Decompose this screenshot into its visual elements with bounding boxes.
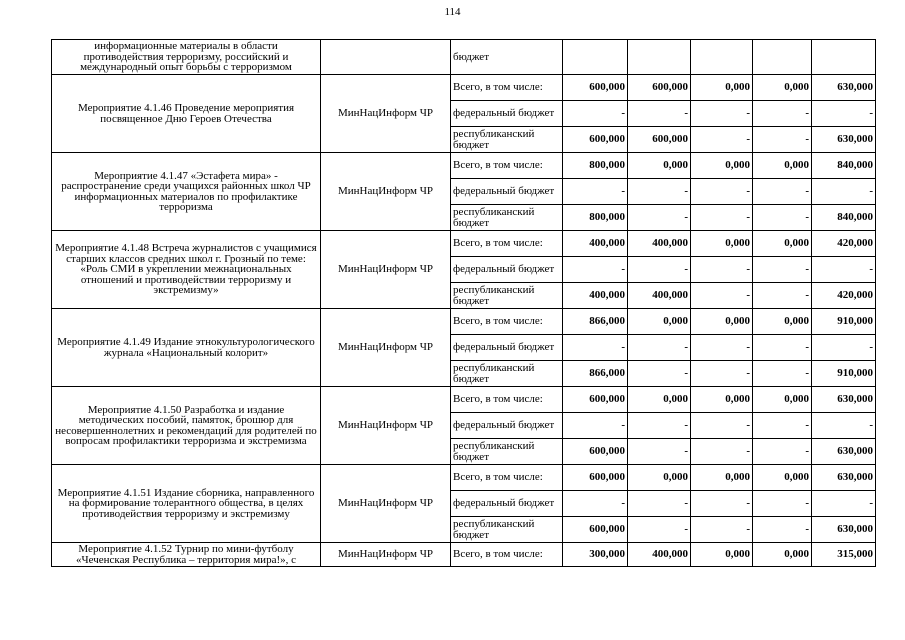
funding-source-cell: федеральный бюджет [451, 491, 563, 517]
executor-cell: МинНацИнформ ЧР [321, 75, 451, 153]
amount-cell: 630,000 [812, 465, 876, 491]
funding-source-cell: федеральный бюджет [451, 257, 563, 283]
amount-cell: - [691, 491, 753, 517]
funding-source-cell: федеральный бюджет [451, 335, 563, 361]
amount-cell: 600,000 [563, 387, 628, 413]
amount-cell: - [812, 413, 876, 439]
amount-cell: 0,000 [691, 231, 753, 257]
amount-cell: - [691, 283, 753, 309]
amount-cell: - [691, 179, 753, 205]
amount-cell: - [563, 257, 628, 283]
event-cell: Мероприятие 4.1.51 Издание сборника, направленного на формирование толерантного общества, в целях противодействия терроризму и экстремизму [52, 465, 321, 543]
page-number: 114 [444, 6, 461, 18]
table-row [52, 387, 876, 413]
event-cell: Мероприятие 4.1.48 Встреча журналистов с учащимися старших классов средних школ г. Грозный по теме: «Роль СМИ в укреплении межнациональных отношений и противодействии терроризму и экстремизму» [52, 231, 321, 309]
executor-cell: МинНацИнформ ЧР [321, 153, 451, 231]
amount-cell: 0,000 [691, 465, 753, 491]
amount-cell: 0,000 [628, 465, 691, 491]
table-row [52, 40, 876, 75]
amount-cell: - [753, 179, 812, 205]
amount-cell: 630,000 [812, 439, 876, 465]
amount-cell: - [753, 205, 812, 231]
amount-cell: 840,000 [812, 205, 876, 231]
amount-cell: - [563, 491, 628, 517]
amount-cell: - [563, 179, 628, 205]
amount-cell: - [563, 413, 628, 439]
amount-cell: 840,000 [812, 153, 876, 179]
amount-cell: 600,000 [563, 439, 628, 465]
amount-cell: 600,000 [563, 517, 628, 543]
funding-source-cell: федеральный бюджет [451, 179, 563, 205]
amount-cell: - [691, 413, 753, 439]
amount-cell: 600,000 [628, 127, 691, 153]
amount-cell: 0,000 [753, 543, 812, 567]
amount-cell: - [753, 439, 812, 465]
amount-cell: - [812, 491, 876, 517]
amount-cell: - [812, 257, 876, 283]
event-cell: Мероприятие 4.1.49 Издание этнокультурологического журнала «Национальный колорит» [52, 309, 321, 387]
budget-table [51, 39, 876, 567]
funding-source-cell: республиканский бюджет [451, 439, 563, 465]
amount-cell: 400,000 [563, 283, 628, 309]
executor-cell: МинНацИнформ ЧР [321, 387, 451, 465]
amount-cell: 400,000 [628, 283, 691, 309]
amount-cell: 400,000 [563, 231, 628, 257]
amount-cell: 0,000 [628, 387, 691, 413]
amount-cell: 910,000 [812, 309, 876, 335]
amount-cell: 0,000 [691, 75, 753, 101]
amount-cell [812, 40, 876, 75]
amount-cell: - [812, 335, 876, 361]
amount-cell: - [691, 517, 753, 543]
amount-cell: - [563, 335, 628, 361]
amount-cell: 0,000 [691, 387, 753, 413]
event-cell: Мероприятие 4.1.46 Проведение мероприятия посвященное Дню Героев Отечества [52, 75, 321, 153]
amount-cell [753, 40, 812, 75]
event-cell: Мероприятие 4.1.52 Турнир по мини-футболу «Чеченская Республика – территория мира!», с [52, 543, 321, 567]
amount-cell: - [753, 361, 812, 387]
amount-cell: 866,000 [563, 309, 628, 335]
amount-cell: 420,000 [812, 231, 876, 257]
amount-cell [563, 40, 628, 75]
amount-cell: 600,000 [563, 127, 628, 153]
amount-cell: - [753, 517, 812, 543]
amount-cell: 600,000 [563, 75, 628, 101]
amount-cell: - [691, 205, 753, 231]
amount-cell: - [753, 335, 812, 361]
executor-cell: МинНацИнформ ЧР [321, 231, 451, 309]
amount-cell: 0,000 [753, 231, 812, 257]
amount-cell: 315,000 [812, 543, 876, 567]
amount-cell: 0,000 [753, 75, 812, 101]
event-cell: Мероприятие 4.1.47 «Эстафета мира» - распространение среди учащихся районных школ ЧР информационных материалов по профилактике терроризма [52, 153, 321, 231]
amount-cell: 0,000 [628, 309, 691, 335]
funding-source-cell: бюджет [451, 40, 563, 75]
amount-cell: 400,000 [628, 543, 691, 567]
event-cell: информационные материалы в области противодействия терроризму, российский и международный опыт борьбы с терроризмом [52, 40, 321, 75]
funding-source-cell: республиканский бюджет [451, 283, 563, 309]
amount-cell: 0,000 [753, 465, 812, 491]
amount-cell: - [753, 283, 812, 309]
funding-source-cell: Всего, в том числе: [451, 75, 563, 101]
funding-source-cell: республиканский бюджет [451, 205, 563, 231]
table-row [52, 465, 876, 491]
funding-source-cell: республиканский бюджет [451, 517, 563, 543]
funding-source-cell: Всего, в том числе: [451, 153, 563, 179]
funding-source-cell: республиканский бюджет [451, 361, 563, 387]
amount-cell: - [628, 179, 691, 205]
amount-cell: 800,000 [563, 153, 628, 179]
amount-cell: 600,000 [563, 465, 628, 491]
amount-cell [691, 40, 753, 75]
amount-cell: - [753, 101, 812, 127]
amount-cell: - [691, 335, 753, 361]
amount-cell: 600,000 [628, 75, 691, 101]
amount-cell: 910,000 [812, 361, 876, 387]
amount-cell: - [628, 361, 691, 387]
amount-cell: 630,000 [812, 75, 876, 101]
amount-cell: - [691, 439, 753, 465]
amount-cell: - [628, 335, 691, 361]
amount-cell: - [628, 205, 691, 231]
funding-source-cell: Всего, в том числе: [451, 387, 563, 413]
amount-cell: - [628, 439, 691, 465]
funding-source-cell: Всего, в том числе: [451, 309, 563, 335]
amount-cell: 630,000 [812, 517, 876, 543]
amount-cell: - [753, 127, 812, 153]
amount-cell: - [691, 361, 753, 387]
amount-cell: 0,000 [628, 153, 691, 179]
funding-source-cell: федеральный бюджет [451, 413, 563, 439]
amount-cell: - [628, 101, 691, 127]
table-row [52, 75, 876, 101]
amount-cell: - [691, 101, 753, 127]
amount-cell: - [628, 413, 691, 439]
amount-cell: - [691, 257, 753, 283]
table-row [52, 309, 876, 335]
funding-source-cell: Всего, в том числе: [451, 465, 563, 491]
amount-cell: 630,000 [812, 387, 876, 413]
amount-cell [628, 40, 691, 75]
amount-cell: - [812, 101, 876, 127]
executor-cell: МинНацИнформ ЧР [321, 543, 451, 567]
amount-cell: - [691, 127, 753, 153]
amount-cell: - [628, 257, 691, 283]
funding-source-cell: Всего, в том числе: [451, 231, 563, 257]
amount-cell: - [753, 413, 812, 439]
amount-cell: 866,000 [563, 361, 628, 387]
table-row [52, 231, 876, 257]
executor-cell: МинНацИнформ ЧР [321, 465, 451, 543]
funding-source-cell: федеральный бюджет [451, 101, 563, 127]
amount-cell: 0,000 [691, 543, 753, 567]
amount-cell: - [753, 491, 812, 517]
amount-cell: - [628, 517, 691, 543]
amount-cell: - [563, 101, 628, 127]
executor-cell [321, 40, 451, 75]
amount-cell: - [753, 257, 812, 283]
amount-cell: 0,000 [691, 309, 753, 335]
amount-cell: 400,000 [628, 231, 691, 257]
funding-source-cell: республиканский бюджет [451, 127, 563, 153]
table-row [52, 543, 876, 567]
amount-cell: 0,000 [691, 153, 753, 179]
amount-cell: 800,000 [563, 205, 628, 231]
amount-cell: 630,000 [812, 127, 876, 153]
amount-cell: 0,000 [753, 387, 812, 413]
amount-cell: - [628, 491, 691, 517]
executor-cell: МинНацИнформ ЧР [321, 309, 451, 387]
funding-source-cell: Всего, в том числе: [451, 543, 563, 567]
amount-cell: 300,000 [563, 543, 628, 567]
amount-cell: - [812, 179, 876, 205]
amount-cell: 0,000 [753, 309, 812, 335]
amount-cell: 420,000 [812, 283, 876, 309]
table-row [52, 153, 876, 179]
amount-cell: 0,000 [753, 153, 812, 179]
event-cell: Мероприятие 4.1.50 Разработка и издание методических пособий, памяток, брошюр для несовершеннолетних и рекомендаций для родителей по вопросам профилактики терроризма и экстремизма [52, 387, 321, 465]
